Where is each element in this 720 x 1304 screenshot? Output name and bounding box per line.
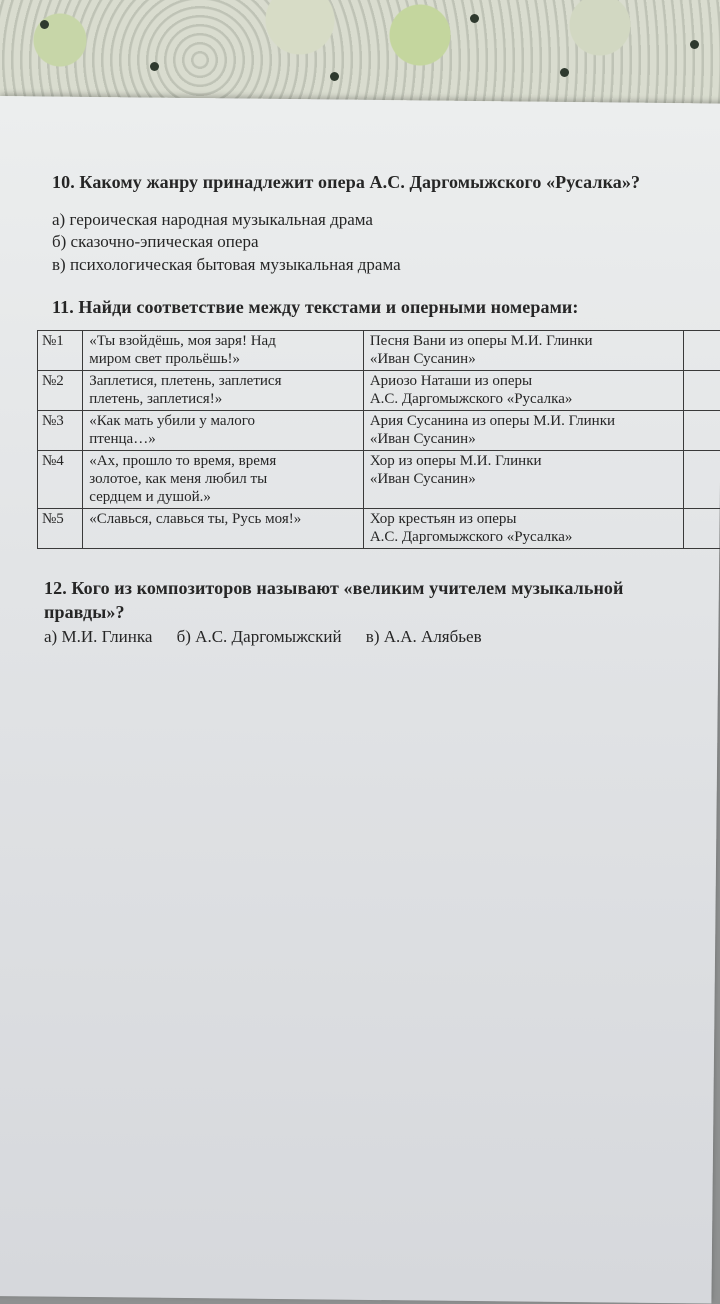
lyric-line: сердцем и душой.»	[89, 488, 357, 506]
lyric-cell	[83, 451, 364, 509]
table-row	[38, 509, 720, 549]
opera-line: Ариозо Наташи из оперы	[370, 372, 677, 390]
opera-line: Хор крестьян из оперы	[370, 510, 677, 528]
opera-line: «Иван Сусанин»	[370, 350, 677, 368]
table-row	[38, 451, 720, 509]
lyric-line: плетень, заплетися!»	[89, 390, 357, 408]
lace-dot	[150, 62, 159, 71]
question-10-option-c: в) психологическая бытовая музыкальная драма	[52, 255, 401, 275]
answer-cell	[683, 411, 720, 451]
answer-cell	[683, 451, 720, 509]
table-row	[38, 411, 720, 451]
lyric-cell	[83, 331, 364, 371]
lace-dot	[40, 20, 49, 29]
lace-dot	[470, 14, 479, 23]
opera-line: «Иван Сусанин»	[370, 470, 677, 488]
lyric-line: «Славься, славься ты, Русь моя!»	[89, 510, 357, 528]
opera-line: Хор из оперы М.И. Глинки	[370, 452, 677, 470]
paper-sheet	[0, 96, 720, 1304]
row-number: №5	[38, 509, 83, 549]
opera-line: А.С. Даргомыжского «Русалка»	[370, 528, 677, 546]
opera-number-cell	[363, 371, 683, 411]
lace-dot	[330, 72, 339, 81]
question-12-option-b: б) А.С. Даргомыжский	[177, 627, 342, 646]
lace-dot	[690, 40, 699, 49]
question-10-option-a: а) героическая народная музыкальная драма	[52, 210, 373, 230]
lace-dot	[560, 68, 569, 77]
lyric-cell	[83, 509, 364, 549]
lyric-line: миром свет прольёшь!»	[89, 350, 357, 368]
question-10-title: 10. Какому жанру принадлежит опера А.С. Даргомыжского «Русалка»?	[52, 172, 640, 193]
table-row	[38, 371, 720, 411]
lyric-cell	[83, 411, 364, 451]
opera-number-cell	[363, 509, 683, 549]
opera-line: А.С. Даргомыжского «Русалка»	[370, 390, 677, 408]
question-12-title-line1: 12. Кого из композиторов называют «великим учителем музыкальной	[44, 578, 624, 599]
matching-table	[37, 330, 720, 549]
question-12-option-c: в) А.А. Алябьев	[366, 627, 482, 646]
lyric-line: «Ты взойдёшь, моя заря! Над	[89, 332, 357, 350]
opera-number-cell	[363, 451, 683, 509]
row-number: №2	[38, 371, 83, 411]
opera-line: Ария Сусанина из оперы М.И. Глинки	[370, 412, 677, 430]
lyric-line: золотое, как меня любил ты	[89, 470, 357, 488]
answer-cell	[683, 509, 720, 549]
lyric-line: Заплетися, плетень, заплетися	[89, 372, 357, 390]
lyric-line: «Ах, прошло то время, время	[89, 452, 357, 470]
lyric-line: «Как мать убили у малого	[89, 412, 357, 430]
question-11-title: 11. Найди соответствие между текстами и оперными номерами:	[52, 297, 579, 318]
opera-number-cell	[363, 331, 683, 371]
table-row	[38, 331, 720, 371]
lyric-line: птенца…»	[89, 430, 357, 448]
row-number: №4	[38, 451, 83, 509]
opera-line: «Иван Сусанин»	[370, 430, 677, 448]
opera-number-cell	[363, 411, 683, 451]
question-12-title-line2: правды»?	[44, 602, 125, 623]
row-number: №3	[38, 411, 83, 451]
answer-cell	[683, 331, 720, 371]
question-12-options	[44, 627, 502, 647]
opera-line: Песня Вани из оперы М.И. Глинки	[370, 332, 677, 350]
question-12-option-a: а) М.И. Глинка	[44, 627, 152, 646]
answer-cell	[683, 371, 720, 411]
row-number: №1	[38, 331, 83, 371]
question-10-option-b: б) сказочно-эпическая опера	[52, 232, 259, 252]
lyric-cell	[83, 371, 364, 411]
